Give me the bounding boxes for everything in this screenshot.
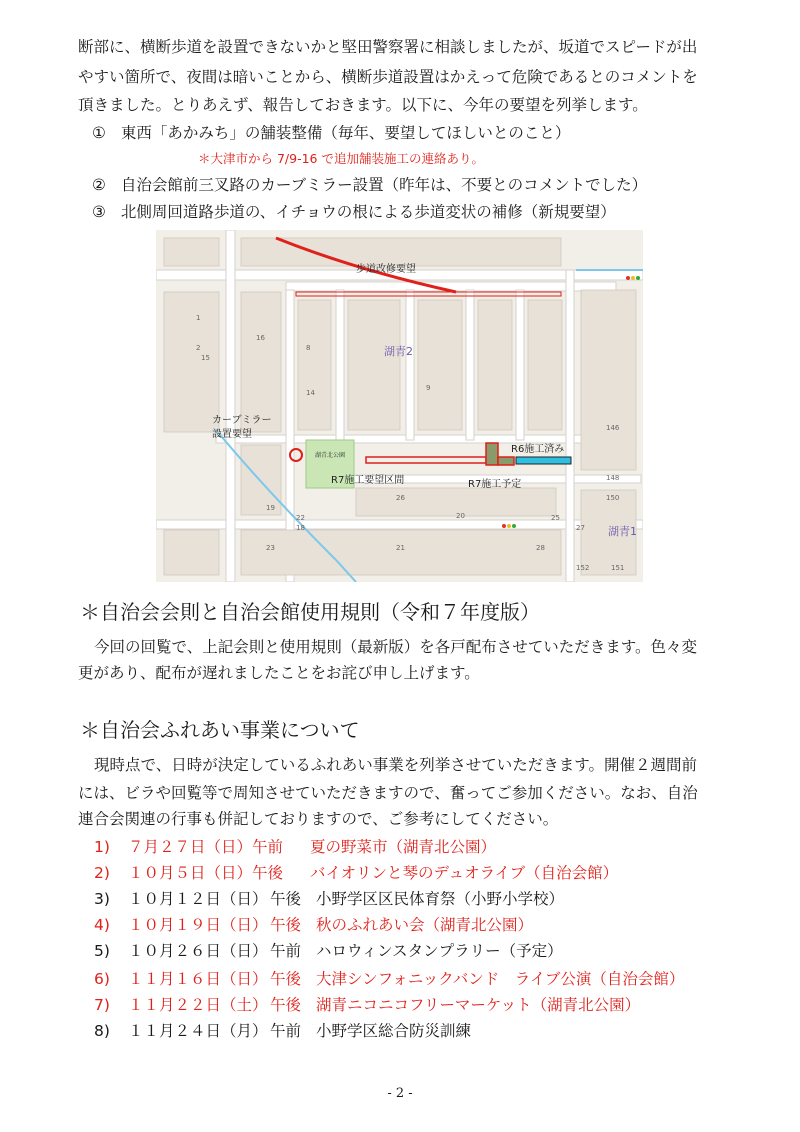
event-time: 午前 bbox=[270, 1022, 302, 1040]
event-number: 8) bbox=[94, 1022, 110, 1040]
section1-line-2: 更があり、配布が遅れましたことをお詫び申し上げます。 bbox=[78, 664, 480, 682]
event-title: 湖青ニコニコフリーマーケット（湖青北公園） bbox=[316, 996, 641, 1014]
block-number: 28 bbox=[536, 544, 545, 552]
event-title: 小野学区総合防災訓練 bbox=[316, 1022, 472, 1040]
event-title: 大津シンフォニックバンド ライブ公演（自治会館） bbox=[316, 970, 685, 988]
block-number: 150 bbox=[606, 494, 620, 502]
event-number: 7) bbox=[94, 996, 110, 1014]
park-label: 湖青北公園 bbox=[314, 452, 346, 459]
block-number: 22 bbox=[296, 514, 305, 522]
r7-planned-section bbox=[486, 443, 498, 465]
event-title: バイオリンと琴のデュオライブ（自治会館） bbox=[310, 864, 619, 882]
mirror-label-1: カーブミラー bbox=[212, 415, 272, 426]
r6-done-section bbox=[516, 457, 571, 464]
block-number: 148 bbox=[606, 474, 620, 482]
block-number: 151 bbox=[611, 564, 625, 572]
event-date: １１月２２日（土） bbox=[128, 996, 268, 1014]
block-number: 152 bbox=[576, 564, 590, 572]
event-date: １１月２４日（月） bbox=[128, 1022, 268, 1040]
request-text: 北側周回道路歩道の、イチョウの根による歩道変状の補修（新規要望） bbox=[120, 203, 616, 221]
request-note: ＊大津市から 7/9-16 で追加舗装施工の連絡あり。 bbox=[198, 151, 484, 166]
block-number: 23 bbox=[266, 544, 275, 552]
block-number: 16 bbox=[256, 334, 265, 342]
block-number: 146 bbox=[606, 424, 620, 432]
block-number: 9 bbox=[426, 384, 431, 392]
event-time: 午後 bbox=[270, 916, 302, 934]
traffic-signal-icon bbox=[502, 524, 516, 528]
planned-label: R7施工予定 bbox=[468, 479, 522, 490]
block-number: 27 bbox=[576, 524, 585, 532]
block-number: 8 bbox=[306, 344, 311, 352]
section-heading-rules: ＊自治会会則と自治会館使用規則（令和７年度版） bbox=[80, 600, 540, 624]
neighborhood-map bbox=[156, 230, 643, 582]
event-time: 午後 bbox=[270, 970, 302, 988]
event-number: 3) bbox=[94, 890, 110, 908]
block-number: 21 bbox=[396, 544, 405, 552]
section2-line-2: には、ビラや回覧等で周知させていただきますので、奮ってご参加ください。なお、自治 bbox=[78, 784, 698, 802]
event-time: 午後 bbox=[270, 890, 302, 908]
event-number: 6) bbox=[94, 970, 110, 988]
block-number: 19 bbox=[266, 504, 275, 512]
area-label-right: 湖青1 bbox=[608, 525, 637, 538]
event-number: 4) bbox=[94, 916, 110, 934]
done-label: R6施工済み bbox=[511, 444, 565, 455]
block-number: 25 bbox=[551, 514, 560, 522]
event-number: 1) bbox=[94, 838, 110, 856]
mirror-label-2: 設置要望 bbox=[212, 429, 252, 440]
event-date: １０月１９日（日） bbox=[128, 916, 268, 934]
event-date: ７月２７日（日）午前 bbox=[128, 838, 284, 856]
block-number: 26 bbox=[396, 494, 405, 502]
requested-label: R7施工要望区間 bbox=[331, 475, 405, 486]
block-number: 18 bbox=[296, 524, 305, 532]
intro-line-1: 断部に、横断歩道を設置できないかと堅田警察署に相談しましたが、坂道でスピードが出 bbox=[78, 38, 698, 56]
request-number: ① bbox=[92, 124, 106, 142]
area-label: 湖青2 bbox=[384, 345, 413, 358]
sidewalk-label: 歩道改修要望 bbox=[356, 264, 416, 275]
block-number: 2 bbox=[196, 344, 201, 352]
section2-line-1: 現時点で、日時が決定しているふれあい事業を列挙させていただきます。開催２週間前 bbox=[94, 756, 697, 774]
event-date: １１月１６日（日） bbox=[128, 970, 268, 988]
request-item-3 bbox=[92, 201, 616, 223]
event-number: 5) bbox=[94, 942, 110, 960]
traffic-signal-icon bbox=[626, 276, 640, 280]
block-number: 15 bbox=[201, 354, 210, 362]
block-number: 14 bbox=[306, 389, 315, 397]
event-title: ハロウィンスタンプラリー（予定） bbox=[316, 942, 563, 960]
event-date: １０月１２日（日） bbox=[128, 890, 268, 908]
event-time: 午後 bbox=[270, 996, 302, 1014]
event-number: 2) bbox=[94, 864, 110, 882]
event-date: １０月５日（日）午後 bbox=[128, 864, 284, 882]
event-title: 秋のふれあい会（湖青北公園） bbox=[316, 916, 534, 934]
event-date: １０月２６日（日） bbox=[128, 942, 268, 960]
page-number: - 2 - bbox=[387, 1086, 413, 1101]
section1-line-1: 今回の回覧で、上記会則と使用規則（最新版）を各戸配布させていただきます。色々変 bbox=[94, 638, 697, 656]
request-item-1 bbox=[92, 122, 570, 144]
request-text: 東西「あかみち」の舗装整備（毎年、要望してほしいとのこと） bbox=[120, 124, 571, 142]
block-number: 20 bbox=[456, 512, 465, 520]
event-title: 夏の野菜市（湖青北公園） bbox=[310, 838, 497, 856]
intro-line-3: 頂きました。とりあえず、報告しておきます。以下に、今年の要望を列挙します。 bbox=[78, 96, 648, 114]
request-number: ② bbox=[92, 176, 106, 194]
section-heading-events: ＊自治会ふれあい事業について bbox=[80, 718, 360, 742]
request-item-2 bbox=[92, 174, 647, 196]
event-time: 午前 bbox=[270, 942, 302, 960]
intro-line-2: やすい箇所で、夜間は暗いことから、横断歩道設置はかえって危険であるとのコメントを bbox=[78, 68, 698, 86]
request-number: ③ bbox=[92, 203, 106, 221]
section2-line-3: 連合会関連の行事も併記しておりますので、ご参考にしてください。 bbox=[78, 810, 559, 828]
block-number: 1 bbox=[196, 314, 201, 322]
event-title: 小野学区区民体育祭（小野小学校） bbox=[316, 890, 565, 908]
request-text: 自治会館前三叉路のカーブミラー設置（昨年は、不要とのコメントでした） bbox=[120, 176, 648, 194]
